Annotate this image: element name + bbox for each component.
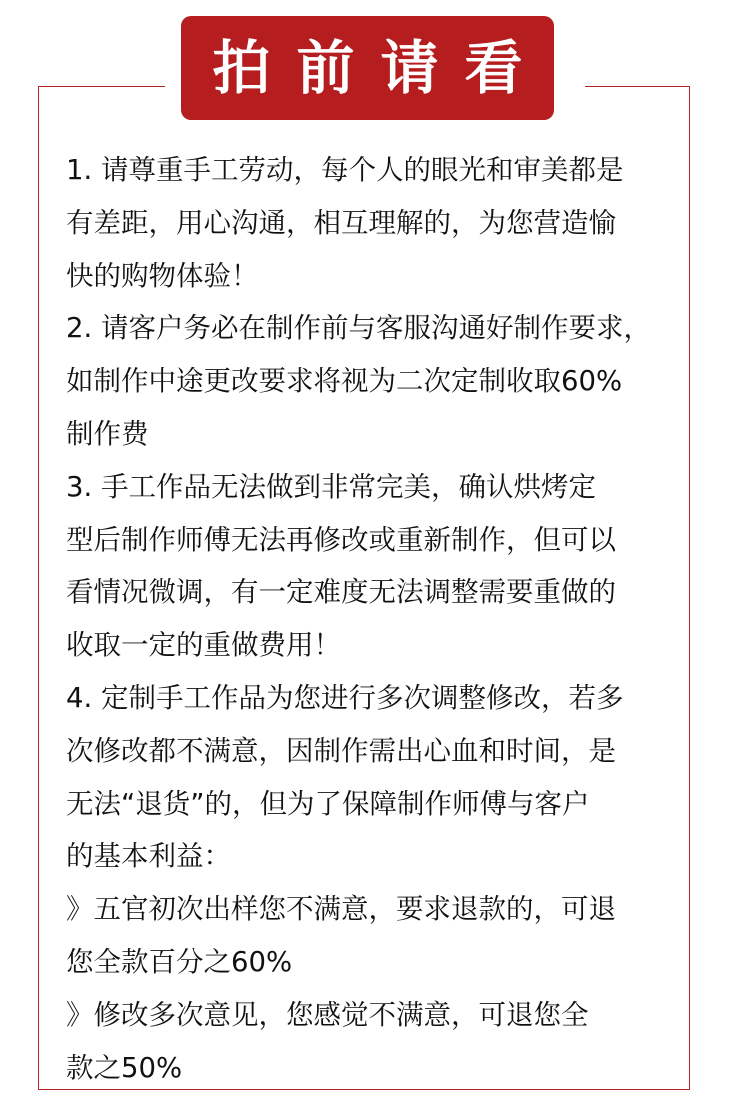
notice-line: 的基本利益： <box>66 840 231 873</box>
notice-line: 收取一定的重做费用！ <box>66 629 341 662</box>
notice-line: 次修改都不满意，因制作需出心血和时间，是 <box>66 734 616 767</box>
notice-line: 款之50% <box>66 1051 183 1084</box>
notice-line: 》修改多次意见，您感觉不满意，可退您全 <box>66 998 589 1031</box>
notice-line: 有差距，用心沟通，相互理解的，为您营造愉 <box>66 206 616 239</box>
title-banner <box>181 16 554 120</box>
notice-line: 看情况微调，有一定难度无法调整需要重做的 <box>66 576 616 609</box>
notice-line: 快的购物体验！ <box>66 259 259 292</box>
notice-line: 如制作中途更改要求将视为二次定制收取60% <box>66 365 623 398</box>
page-title: 拍前请看 <box>212 34 549 102</box>
notice-line: 1. 请尊重手工劳动，每个人的眼光和审美都是 <box>66 154 624 186</box>
notice-line: 3. 手工作品无法做到非常完美，确认烘烤定 <box>66 470 596 503</box>
notice-line: 您全款百分之60% <box>66 945 293 978</box>
notice-body <box>66 144 686 1094</box>
notice-line: 制作费 <box>66 417 149 450</box>
notice-line: 2. 请客户务必在制作前与客服沟通好制作要求， <box>66 312 651 345</box>
notice-line: 无法“退货”的，但为了保障制作师傅与客户 <box>66 787 590 820</box>
notice-line: 4. 定制手工作品为您进行多次调整修改，若多 <box>66 681 624 714</box>
notice-line: 型后制作师傅无法再修改或重新制作，但可以 <box>66 523 616 556</box>
notice-line: 》五官初次出样您不满意，要求退款的，可退 <box>66 893 616 926</box>
